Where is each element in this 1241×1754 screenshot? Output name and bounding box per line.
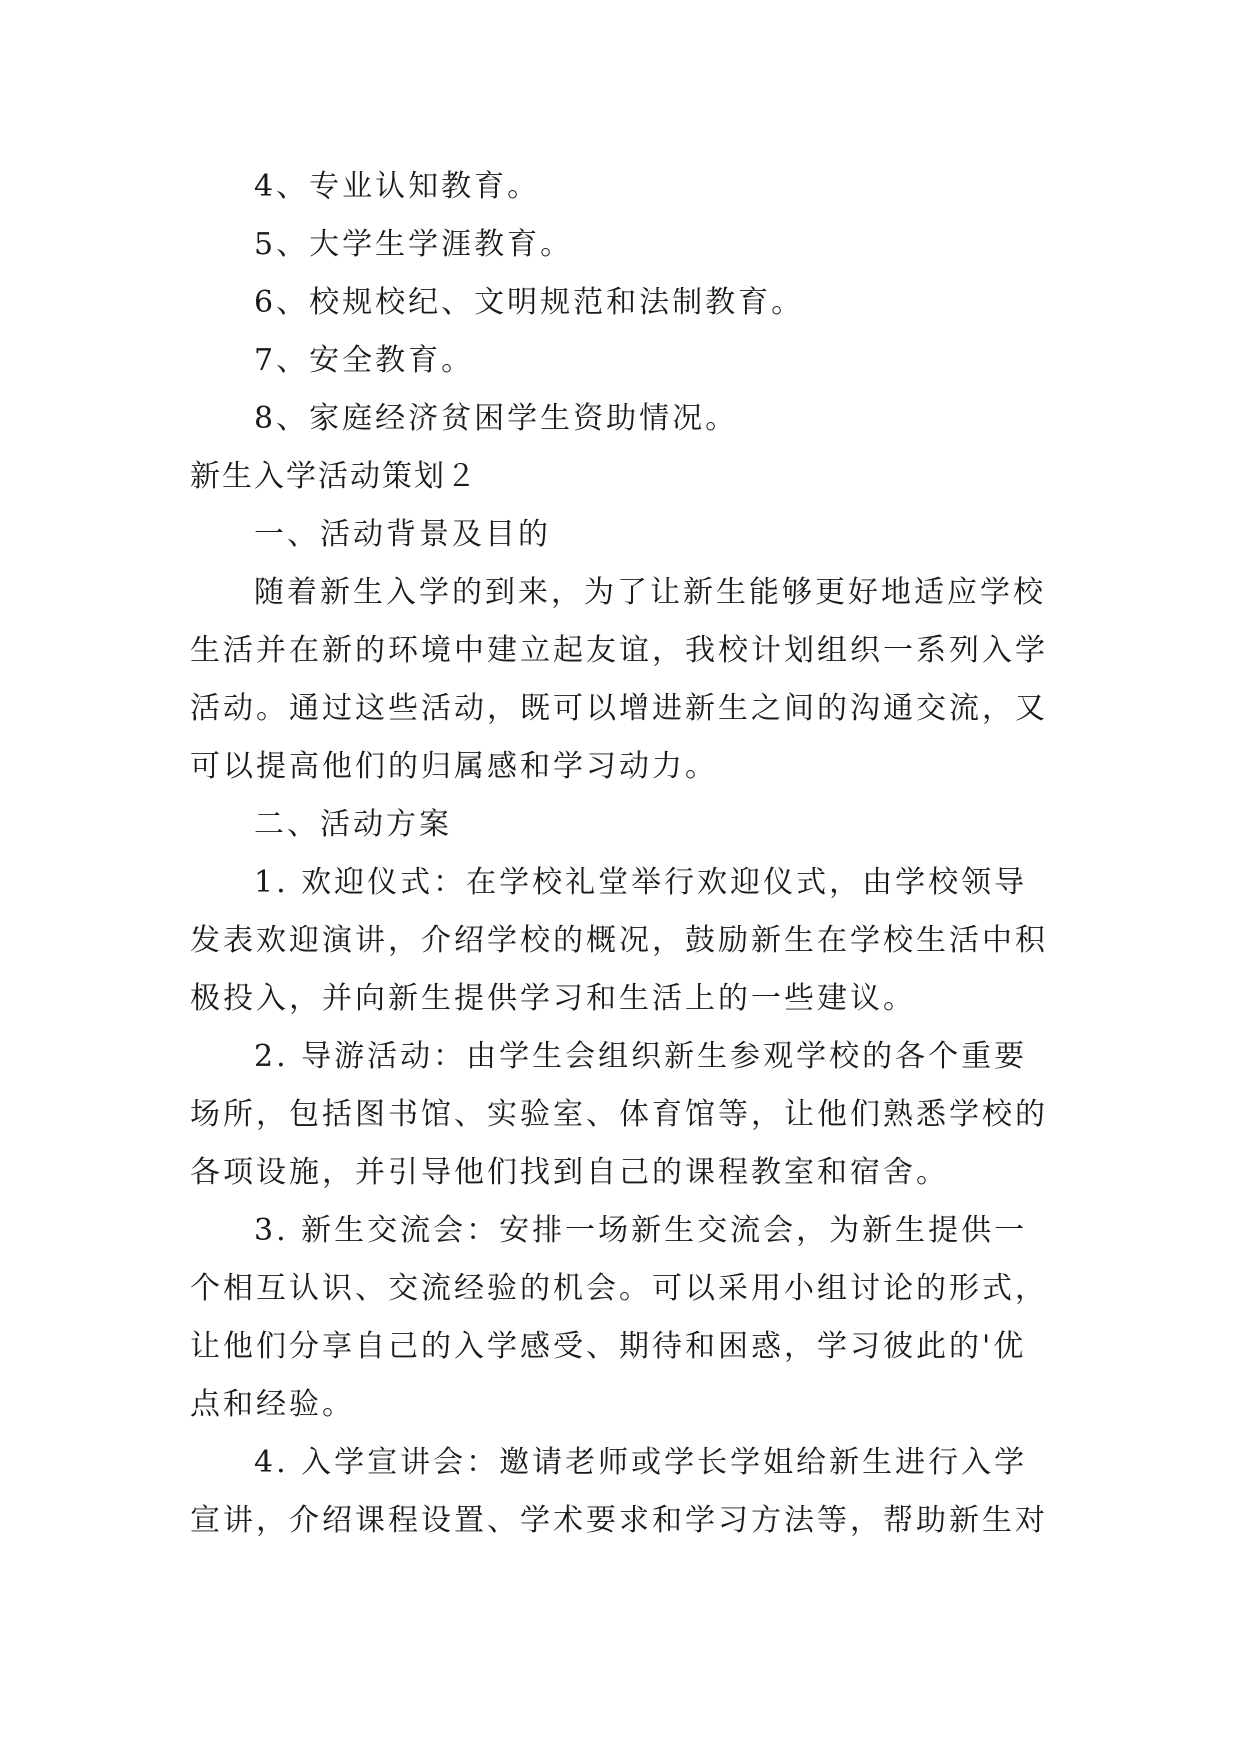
paragraph-line: 让他们分享自己的入学感受、期待和困惑，学习彼此的'优 [190,1329,1027,1364]
list-item-7: 7、安全教育。 [254,343,475,378]
paragraph-line: 个相互认识、交流经验的机会。可以采用小组讨论的形式， [190,1271,1048,1306]
paragraph-line: 生活并在新的环境中建立起友谊，我校计划组织一系列入学 [190,633,1048,668]
paragraph-line: 发表欢迎演讲，介绍学校的概况，鼓励新生在学校生活中积 [190,923,1048,958]
list-item-6: 6、校规校纪、文明规范和法制教育。 [254,285,805,320]
plan-item-2: 2. 导游活动：由学生会组织新生参观学校的各个重要 [254,1039,1028,1074]
plan-item-4: 4. 入学宣讲会：邀请老师或学长学姐给新生进行入学 [254,1445,1028,1480]
list-item-4: 4、专业认知教育。 [254,169,541,204]
heading-plan: 二、活动方案 [254,807,452,842]
paragraph-line: 可以提高他们的归属感和学习动力。 [190,749,718,784]
paragraph-line: 点和经验。 [190,1387,355,1422]
paragraph-line: 随着新生入学的到来，为了让新生能够更好地适应学校 [254,575,1046,610]
list-item-8: 8、家庭经济贫困学生资助情况。 [254,401,739,436]
section-title: 新生入学活动策划２ [190,459,478,494]
document-body [190,158,1050,1550]
paragraph-line: 宣讲，介绍课程设置、学术要求和学习方法等，帮助新生对 [190,1503,1048,1538]
paragraph-line: 场所，包括图书馆、实验室、体育馆等，让他们熟悉学校的 [190,1097,1048,1132]
heading-background: 一、活动背景及目的 [254,517,551,552]
paragraph-line: 各项设施，并引导他们找到自己的课程教室和宿舍。 [190,1155,949,1190]
plan-item-1: 1. 欢迎仪式：在学校礼堂举行欢迎仪式，由学校领导 [254,865,1028,900]
paragraph-line: 极投入，并向新生提供学习和生活上的一些建议。 [190,981,916,1016]
paragraph-line: 活动。通过这些活动，既可以增进新生之间的沟通交流，又 [190,691,1048,726]
plan-item-3: 3. 新生交流会：安排一场新生交流会，为新生提供一 [254,1213,1028,1248]
list-item-5: 5、大学生学涯教育。 [254,227,574,262]
